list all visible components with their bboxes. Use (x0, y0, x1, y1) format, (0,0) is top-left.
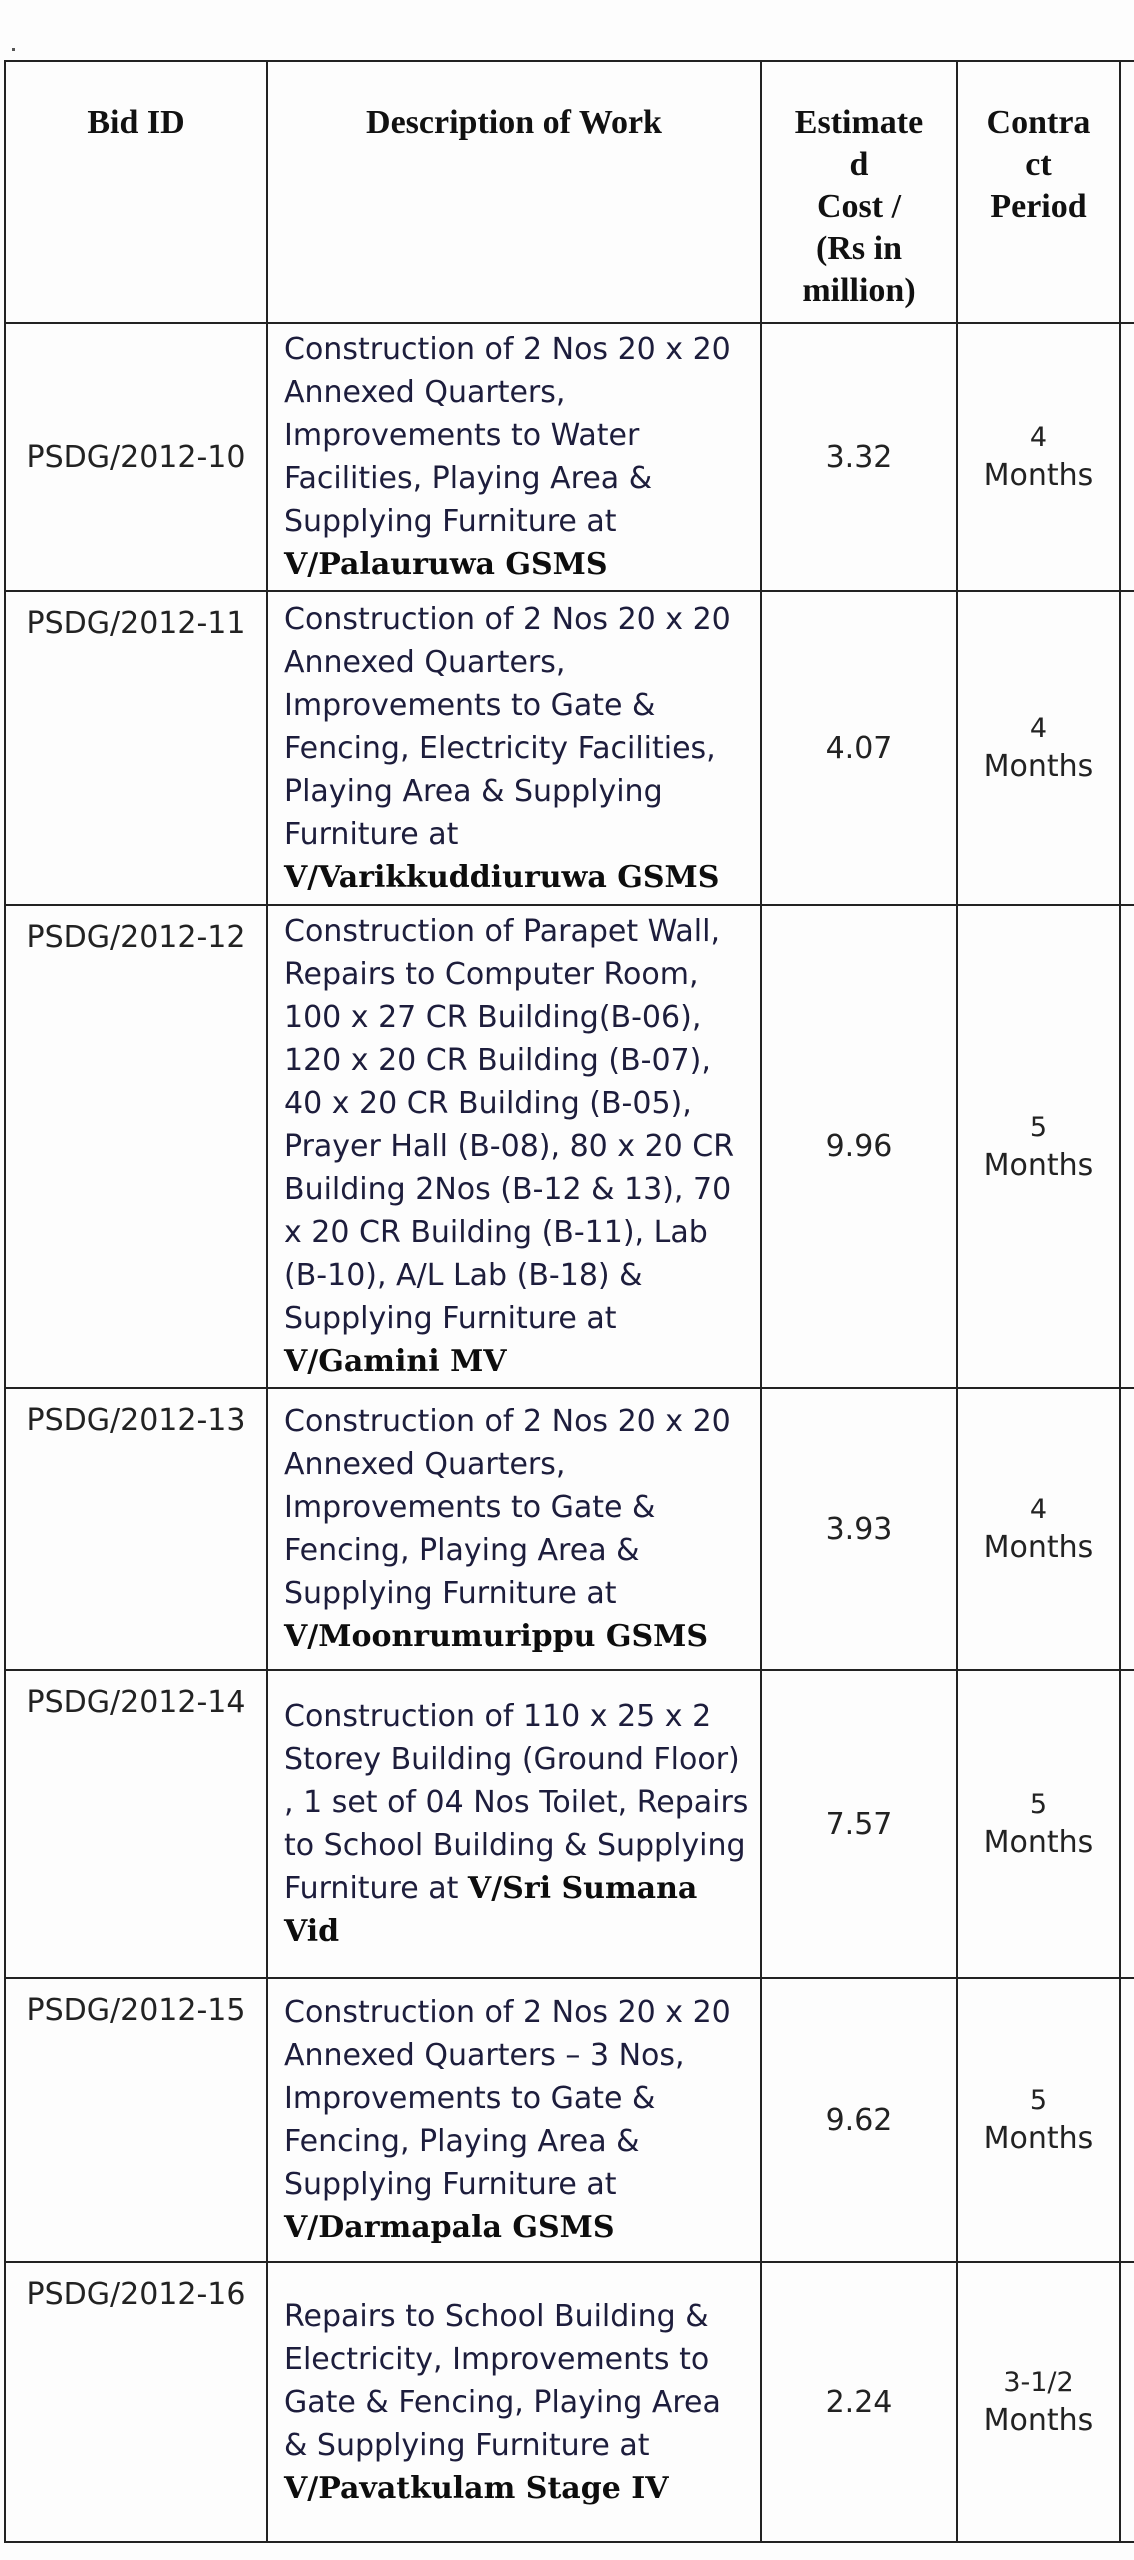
period-cell (957, 1978, 1120, 2262)
period-number: 5 (1029, 1111, 1048, 1143)
description-text: Construction of 110 x 25 x 2 Storey Building (Ground Floor) , 1 set of 04 Nos Toilet, Repairs to School Building & Supplying Furniture at (284, 1699, 749, 1906)
period-cell (957, 905, 1120, 1388)
description-text: Repairs to School Building & Electricity, Improvements to Gate & Fencing, Playing Area & Supplying Furniture at (284, 2298, 721, 2463)
cut-off-cell (1120, 591, 1134, 905)
description-cell (267, 1388, 761, 1670)
bid-id-cell: PSDG/2012-15 (5, 1978, 267, 2262)
cut-off-cell (1120, 1670, 1134, 1978)
cost-cell: 9.96 (761, 905, 957, 1388)
header-contract-period-line: Period (990, 188, 1087, 225)
header-row (5, 61, 1134, 323)
period-number: 5 (1029, 1789, 1048, 1820)
period-unit: Months (983, 2121, 1094, 2156)
table-row (5, 905, 1134, 1388)
header-estimated-cost-line: d (849, 146, 869, 183)
bid-id-cell: PSDG/2012-13 (5, 1388, 267, 1670)
school-name: V/Varikkuddiuruwa GSMS (284, 859, 720, 895)
cost-cell: 7.57 (761, 1670, 957, 1978)
bid-id-cell: PSDG/2012-16 (5, 2262, 267, 2542)
period-unit: Months (983, 1825, 1094, 1860)
school-name: V/Gamini MV (284, 1344, 507, 1379)
scan-speck (12, 48, 15, 51)
bid-table (4, 60, 1134, 2543)
description-cell (267, 905, 761, 1388)
school-name: V/Pavatkulam Stage IV (284, 2470, 669, 2506)
description-text: Construction of 2 Nos 20 x 20 Annexed Quarters, Improvements to Water Facilities, Playing Area & Supplying Furniture at (284, 332, 731, 539)
header-description: Description of Work (267, 61, 761, 323)
cut-off-cell (1120, 323, 1134, 591)
header-bid-id: Bid ID (5, 61, 267, 323)
header-contract-period (957, 61, 1120, 323)
table-row (5, 1388, 1134, 1670)
header-estimated-cost-line: (Rs in (816, 230, 902, 267)
description-cell (267, 1978, 761, 2262)
school-name: V/Sri Sumana Vid (284, 1871, 698, 1949)
table-row (5, 2262, 1134, 2542)
header-cut-off-column (1120, 61, 1134, 323)
description-text: Construction of 2 Nos 20 x 20 Annexed Quarters, Improvements to Gate & Fencing, Electricity Facilities, Playing Area & Supplying Furniture at (284, 601, 731, 852)
table-row (5, 323, 1134, 591)
period-cell (957, 2262, 1120, 2542)
school-name: V/Darmapala GSMS (284, 2210, 615, 2245)
period-cell (957, 323, 1120, 591)
period-cell (957, 591, 1120, 905)
header-estimated-cost-line: Estimate (794, 104, 924, 141)
period-unit: Months (983, 2403, 1094, 2438)
period-number: 4 (1029, 713, 1048, 744)
header-contract-period-line: ct (1025, 146, 1052, 183)
cost-cell: 4.07 (761, 591, 957, 905)
period-cell (957, 1388, 1120, 1670)
description-text: Construction of 2 Nos 20 x 20 Annexed Quarters – 3 Nos, Improvements to Gate & Fencing, Playing Area & Supplying Furniture at (284, 1995, 731, 2202)
period-number: 4 (1029, 422, 1048, 453)
table-row (5, 1978, 1134, 2262)
description-cell (267, 1670, 761, 1978)
period-unit: Months (983, 458, 1094, 493)
cost-cell: 9.62 (761, 1978, 957, 2262)
table-row (5, 1670, 1134, 1978)
header-estimated-cost-line: Cost / (816, 188, 902, 225)
cost-cell: 3.93 (761, 1388, 957, 1670)
bid-id-cell: PSDG/2012-12 (5, 905, 267, 1388)
cut-off-cell (1120, 905, 1134, 1388)
period-number: 4 (1029, 1494, 1048, 1525)
cut-off-cell (1120, 1388, 1134, 1670)
header-estimated-cost-line: million) (802, 272, 916, 309)
school-name: V/Palauruwa GSMS (284, 547, 608, 582)
cut-off-cell (1120, 1978, 1134, 2262)
description-cell (267, 591, 761, 905)
description-text: Construction of 2 Nos 20 x 20 Annexed Quarters, Improvements to Gate & Fencing, Playing Area & Supplying Furniture at (284, 1404, 731, 1611)
cut-off-cell (1120, 2262, 1134, 2542)
table-row (5, 591, 1134, 905)
cost-cell: 3.32 (761, 323, 957, 591)
bid-id-cell: PSDG/2012-14 (5, 1670, 267, 1978)
header-contract-period-line: Contra (986, 104, 1091, 141)
bid-id-cell: PSDG/2012-10 (5, 323, 267, 591)
description-cell (267, 2262, 761, 2542)
period-unit: Months (983, 1530, 1094, 1565)
school-name: V/Moonrumurippu GSMS (284, 1619, 709, 1654)
period-number: 5 (1029, 2085, 1048, 2116)
header-estimated-cost (761, 61, 957, 323)
bid-id-cell: PSDG/2012-11 (5, 591, 267, 905)
cost-cell: 2.24 (761, 2262, 957, 2542)
description-text: Construction of Parapet Wall, Repairs to Computer Room, 100 x 27 CR Building(B-06), 120 x 20 CR Building (B-07), 40 x 20 CR Building (B-05), Prayer Hall (B-08), 80 x 20 CR Building 2Nos (B-12 & 13), 70 x 20 CR Building (B-11), Lab (B-10), A/L Lab (B-18) & Supplying Furniture at (284, 914, 735, 1336)
period-unit: Months (983, 1147, 1094, 1183)
period-cell (957, 1670, 1120, 1978)
period-number: 3-1/2 (1003, 2367, 1074, 2398)
description-cell (267, 323, 761, 591)
period-unit: Months (983, 749, 1094, 784)
